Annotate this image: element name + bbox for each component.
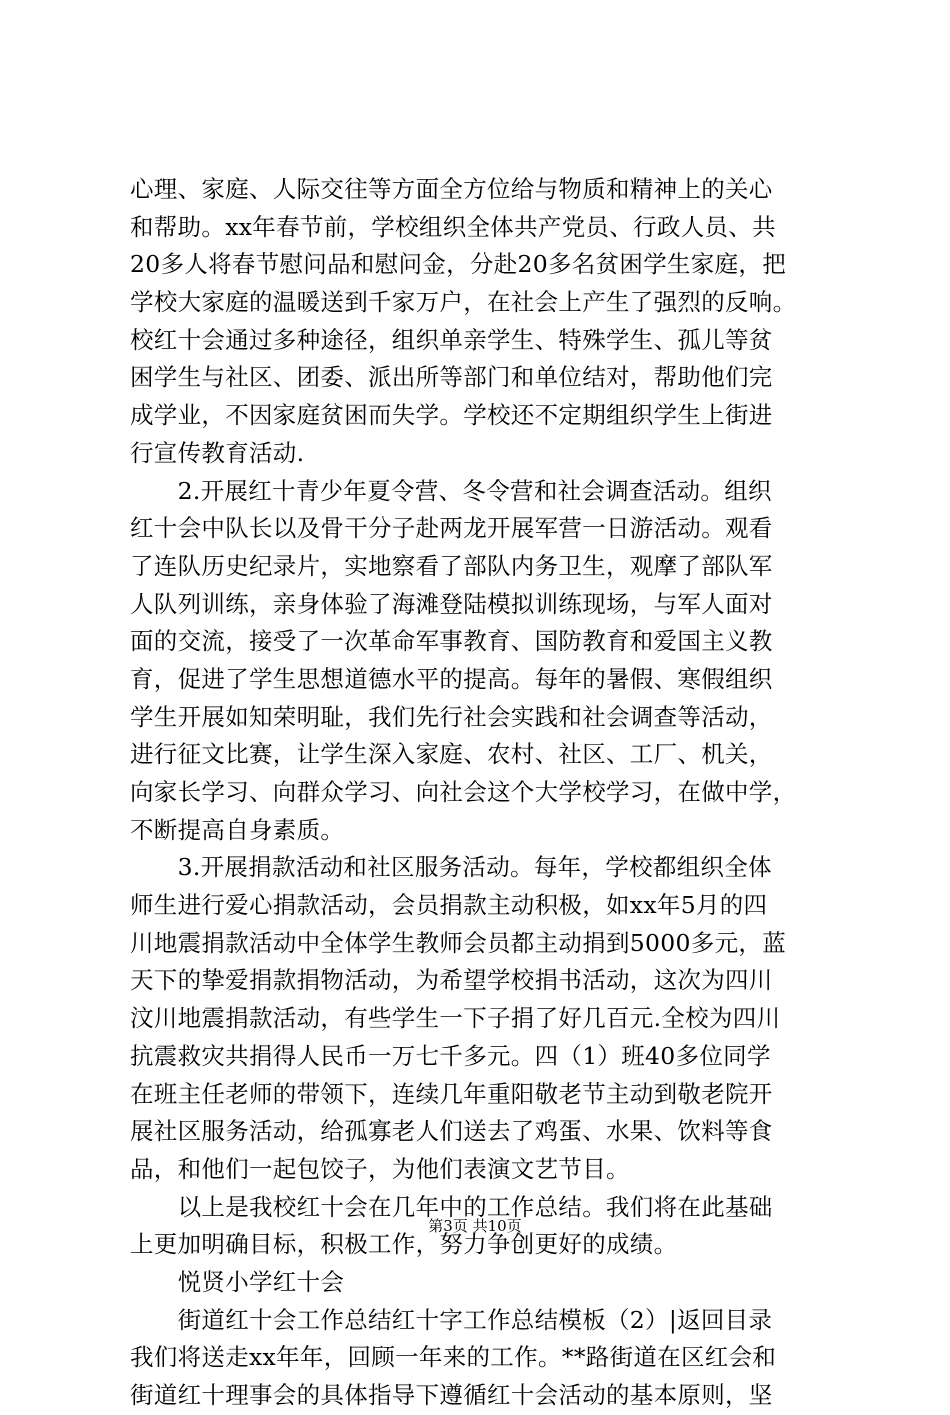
text-line: 行宣传教育活动.: [130, 438, 305, 467]
text-line: 街道红十理事会的具体指导下遵循红十会活动的基本原则，坚: [130, 1381, 773, 1409]
text-line: 了连队历史纪录片，实地察看了部队内务卫生，观摩了部队军: [130, 551, 773, 580]
text-line: 和帮助。xx年春节前，学校组织全体共产党员、行政人员、共: [130, 212, 776, 241]
text-line: 2.开展红十青少年夏令营、冬令营和社会调查活动。组织: [130, 476, 772, 505]
text-line: 红十会中队长以及骨干分子赴两龙开展军营一日游活动。观看: [130, 514, 773, 543]
text-line: 成学业，不因家庭贫困而失学。学校还不定期组织学生上街进: [130, 401, 773, 430]
text-line: 不断提高自身素质。: [130, 815, 345, 844]
text-line: 在班主任老师的带领下，连续几年重阳敬老节主动到敬老院开: [130, 1079, 773, 1108]
text-line: 人队列训练，亲身体验了海滩登陆模拟训练现场，与军人面对: [130, 589, 773, 618]
page-number-footer: 第3页 共10页: [428, 1217, 522, 1235]
text-line: 展社区服务活动，给孤寡老人们送去了鸡蛋、水果、饮料等食: [130, 1117, 773, 1146]
text-line: 向家长学习、向群众学习、向社会这个大学校学习，在做中学，: [130, 778, 797, 806]
text-line: 育，促进了学生思想道德水平的提高。每年的暑假、寒假组织: [130, 664, 773, 693]
text-line: 悦贤小学红十会: [130, 1267, 345, 1296]
text-line: 困学生与社区、团委、派出所等部门和单位结对，帮助他们完: [130, 363, 773, 392]
text-line: 学校大家庭的温暖送到千家万户，在社会上产生了强烈的反响。: [130, 288, 797, 317]
text-line: 街道红十会工作总结红十字工作总结模板（2）|返回目录: [130, 1305, 773, 1334]
text-line: 川地震捐款活动中全体学生教师会员都主动捐到5000多元，蓝: [130, 928, 787, 957]
text-line: 面的交流，接受了一次革命军事教育、国防教育和爱国主义教: [130, 627, 773, 656]
text-line: 师生进行爱心捐款活动，会员捐款主动积极，如xx年5月的四: [130, 891, 768, 920]
text-line: 天下的挚爱捐款捐物活动，为希望学校捐书活动，这次为四川: [130, 966, 773, 995]
text-line: 进行征文比赛，让学生深入家庭、农村、社区、工厂、机关，: [130, 740, 773, 769]
text-line: 汶川地震捐款活动，有些学生一下子捐了好几百元.全校为四川: [130, 1004, 781, 1033]
text-line: 20多人将春节慰问品和慰问金，分赴20多名贫困学生家庭，把: [130, 250, 787, 279]
text-line: 心理、家庭、人际交往等方面全方位给与物质和精神上的关心: [130, 175, 773, 203]
text-line: 抗震救灾共捐得人民币一万七千多元。四（1）班40多位同学: [130, 1041, 771, 1070]
text-line: 品，和他们一起包饺子，为他们表演文艺节目。: [130, 1154, 630, 1183]
text-line: 我们将送走xx年年，回顾一年来的工作。**路街道在区红会和: [130, 1343, 777, 1372]
text-line: 校红十会通过多种途径，组织单亲学生、特殊学生、孤儿等贫: [130, 325, 773, 354]
text-line: 学生开展如知荣明耻，我们先行社会实践和社会调查等活动，: [130, 702, 773, 731]
text-line: 3.开展捐款活动和社区服务活动。每年，学校都组织全体: [130, 853, 772, 882]
text-line: 上更加明确目标，积极工作，努力争创更好的成绩。: [130, 1230, 678, 1259]
text-line: 以上是我校红十会在几年中的工作总结。我们将在此基础: [130, 1192, 773, 1221]
